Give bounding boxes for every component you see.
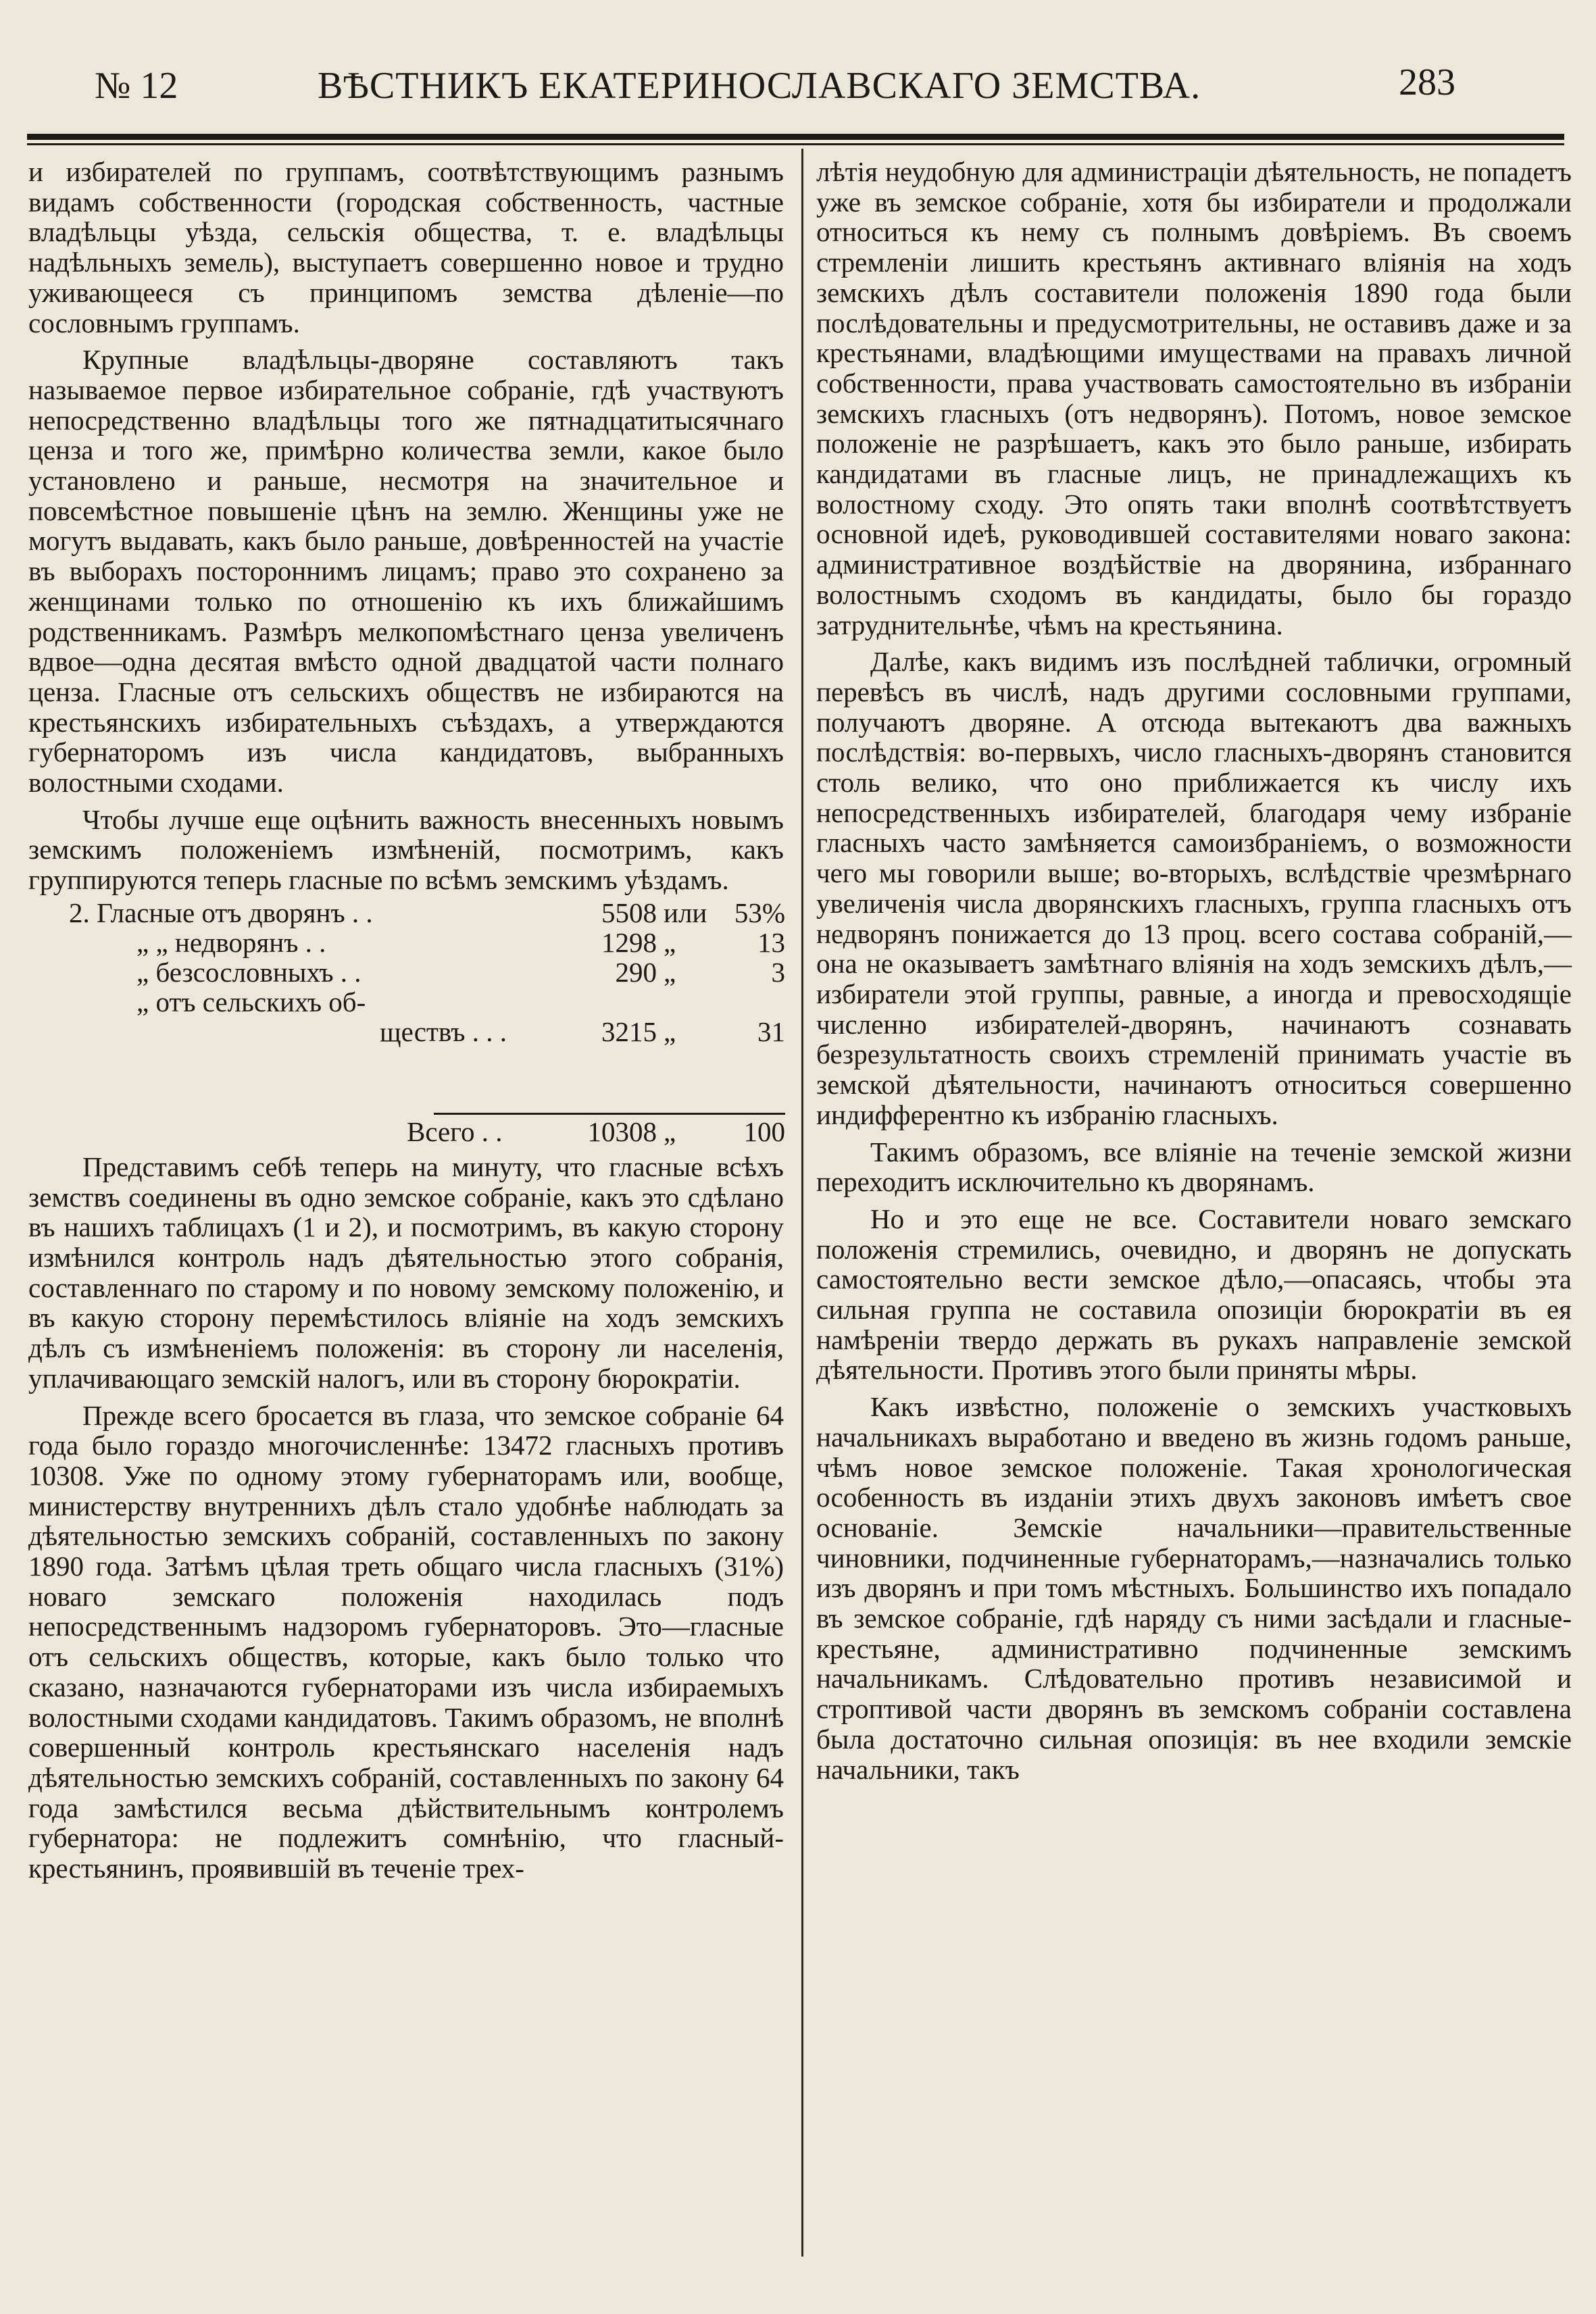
paragraph: и избирателей по группамъ, соотвѣтствующимъ разнымъ видамъ собственности (городская собственность, частные владѣльцы уѣзда, сельскія общества, т. е. владѣльцы надѣльныхъ земель), выступаетъ совершенно новое и трудно уживающееся съ принципомъ земства дѣленіе—по сословнымъ группамъ. (28, 156, 784, 338)
table-row (28, 987, 772, 1017)
row-label: „ отъ сельскихъ об- (136, 986, 366, 1017)
row-count: 290 (615, 956, 657, 988)
left-column (28, 157, 784, 1884)
header-rule-thin (27, 143, 1564, 145)
row-count: 1298 (601, 926, 657, 958)
row-percent: 53% (734, 897, 785, 928)
header-rule (27, 134, 1564, 140)
total-percent: 100 (743, 1115, 785, 1147)
issue-number: № 12 (95, 65, 178, 107)
row-sep: „ (664, 926, 676, 958)
paragraph: лѣтія неудобную для администраціи дѣятельность, не попадетъ уже въ земское собраніе, хотя бы избиратели и продолжали относиться къ нему съ полнымъ довѣріемъ. Въ своемъ стремленіи лишить крестьянъ активнаго вліянія на ходъ земскихъ дѣлъ составители положенія 1890 года были послѣдовательны и предусмотрительны, не оставивъ даже и за крестьянами, владѣющими имуществами на правахъ личной собственности, права участвовать самостоятельно въ избраніи земскихъ гласныхъ (отъ недворянъ). Потомъ, новое земское положеніе не разрѣшаетъ, какъ это было раньше, избирать кандидатами въ гласные лицъ, не принадлежащихъ къ волостному сходу. Это опять таки вполнѣ соотвѣтствуетъ основной идеѣ, руководившей составителями новаго закона: административное воздѣйствіе на дворянина, избраннаго волостнымъ сходомъ въ кандидаты, было бы гораздо затруднительнѣе, чѣмъ на крестьянина. (816, 156, 1572, 640)
total-count: 10308 (587, 1115, 657, 1147)
row-percent: 3 (771, 956, 785, 988)
row-count: 3215 (601, 1015, 657, 1047)
paragraph: Представимъ себѣ теперь на минуту, что гласные всѣхъ земствъ соединены въ одно земское собраніе, какъ это сдѣлано въ нашихъ таблицахъ (1 и 2), и посмотримъ, въ какую сторону измѣнился контроль надъ дѣятельностью этого собранія, составленнаго по старому и по новому земскому положенію, и въ какую сторону перемѣстилось вліяніе на ходъ земскихъ дѣлъ съ измѣненіемъ положенія: въ сторону ли населенія, уплачивающаго земскій налогъ, или въ сторону бюрократіи. (28, 1151, 784, 1394)
row-percent: 31 (757, 1015, 785, 1047)
row-label: „ безсословныхъ . . (136, 956, 361, 988)
table-total-row (28, 1115, 785, 1147)
paragraph: Крупные владѣльцы-дворяне составляютъ такъ называемое первое избирательное собраніе, гдѣ участвуютъ непосредственно владѣльцы того же пятнадцатитысячнаго ценза и того же, примѣрно количества земли, какое было установлено и раньше, несмотря на значительное и повсемѣстное повышеніе цѣнъ на землю. Женщины уже не могутъ выдавать, какъ было раньше, довѣренностей на участіе въ выборахъ постороннимъ лицамъ; право это сохранено за женщинами только по отношенію къ ихъ ближайшимъ родственникамъ. Размѣръ мелкопомѣстнаго ценза увеличенъ вдвое—одна десятая вмѣсто одной двадцатой части полнаго ценза. Гласные отъ сельскихъ обществъ не избираются на крестьянскихъ избирательныхъ съѣздахъ, а утверждаются губернаторомъ изъ числа кандидатовъ, выбранныхъ волостными сходами. (28, 344, 784, 799)
paragraph: Такимъ образомъ, все вліяніе на теченіе земской жизни переходитъ исключительно къ дворянамъ. (816, 1136, 1572, 1198)
table-row (28, 1015, 785, 1047)
total-label: Всего . . (407, 1115, 503, 1147)
row-count: 5508 (601, 897, 657, 928)
column-divider (801, 149, 803, 2257)
right-column (816, 157, 1572, 1784)
page-number: 283 (1399, 61, 1455, 103)
row-label: „ „ недворянъ . . (136, 926, 326, 958)
table-row (28, 926, 785, 958)
row-sep: „ (664, 956, 676, 988)
row-label: ществъ . . . (380, 1015, 507, 1047)
paragraph: Далѣе, какъ видимъ изъ послѣдней таблички, огромный перевѣсъ въ числѣ, надъ другими сословными группами, получаютъ дворяне. А отсюда вытекаютъ два важныхъ послѣдствія: во-первыхъ, число гласныхъ-дворянъ становится столь велико, что оно приближается къ числу ихъ непосредственныхъ избирателей, благодаря чему избраніе гласныхъ часто замѣняется самоизбраніемъ, о возможности чего мы говорили выше; во-вторыхъ, вслѣдствіе чрезмѣрнаго увеличенія числа дворянскихъ гласныхъ, группа гласныхъ отъ недворянъ понижается до 13 проц. всего состава собраній,—она не оказываетъ замѣтнаго вліянія на ходъ земскихъ дѣлъ,—избиратели этой группы, равные, а иногда и превосходящіе численно избирателей-дворянъ, начинаютъ сознавать безрезультатность своихъ стремленій принимать участіе въ земской дѣятельности, начинаютъ относиться совершенно индифферентно къ избранію гласныхъ. (816, 646, 1572, 1130)
table-row (28, 897, 785, 928)
deputies-table (28, 895, 784, 1145)
row-label: 2. Гласные отъ дворянъ . . (69, 897, 373, 928)
row-sep: или (664, 897, 707, 928)
masthead-title: ВѢСТНИКЪ ЕКАТЕРИНОСЛАВСКАГО ЗЕМСТВА. (318, 65, 1201, 107)
row-percent: 13 (757, 926, 785, 958)
paragraph: Прежде всего бросается въ глаза, что земское собраніе 64 года было гораздо многочисленнѣе: 13472 гласныхъ противъ 10308. Уже по одному этому губернаторамъ или, вообще, министерству внутреннихъ дѣлъ стало удобнѣе наблюдать за дѣятельностью земскихъ собраній, составленныхъ по закону 1890 года. Затѣмъ цѣлая треть общаго числа гласныхъ (31%) новаго земскаго положенія находилась подъ непосредственнымъ надзоромъ губернаторовъ. Это—гласные отъ сельскихъ обществъ, которые, какъ было только что сказано, назначаются губернаторами изъ числа избираемыхъ волостными сходами кандидатовъ. Такимъ образомъ, не вполнѣ совершенный контроль крестьянскаго населенія надъ дѣятельностью земскихъ собраній, составленныхъ по закону 64 года замѣстился весьма дѣйствительнымъ контролемъ губернатора: не подлежитъ сомнѣнію, что гласный-крестьянинъ, проявившій въ теченіе трех- (28, 1399, 784, 1884)
paragraph: Чтобы лучше еще оцѣнить важность внесенныхъ новымъ земскимъ положеніемъ измѣненій, посмотримъ, какъ группируются теперь гласные по всѣмъ земскимъ уѣздамъ. (28, 803, 784, 896)
row-sep: „ (664, 1015, 676, 1047)
paragraph: Но и это еще не все. Составители новаго земскаго положенія стремились, очевидно, и дворянъ не допускать самостоятельно вести земское дѣло,—опасаясь, чтобы эта сильная группа не составила опозиціи бюрократіи въ ея намѣреніи твердо держать въ рукахъ направленіе земской дѣятельности. Противъ этого были приняты мѣры. (816, 1203, 1572, 1386)
total-sep: „ (664, 1115, 676, 1147)
paragraph: Какъ извѣстно, положеніе о земскихъ участковыхъ начальникахъ выработано и введено въ жизнь годомъ раньше, чѣмъ новое земское положеніе. Такая хронологическая особенность въ изданіи этихъ двухъ законовъ имѣетъ свое основаніе. Земскіе начальники—правительственные чиновники, подчиненные губернаторамъ,—назначались только изъ дворянъ и при томъ мѣстныхъ. Большинство ихъ попадало въ земское собраніе, гдѣ наряду съ ними засѣдали и гласные-крестьяне, административно подчиненные земскимъ начальникамъ. Слѣдовательно противъ независимой и строптивой части дворянъ въ земскомъ собраніи составлена была достаточно сильная опозиція: въ нее входили земскіе начальники, такъ (816, 1391, 1572, 1785)
table-sum-rule (434, 1113, 785, 1115)
table-row (28, 956, 785, 988)
